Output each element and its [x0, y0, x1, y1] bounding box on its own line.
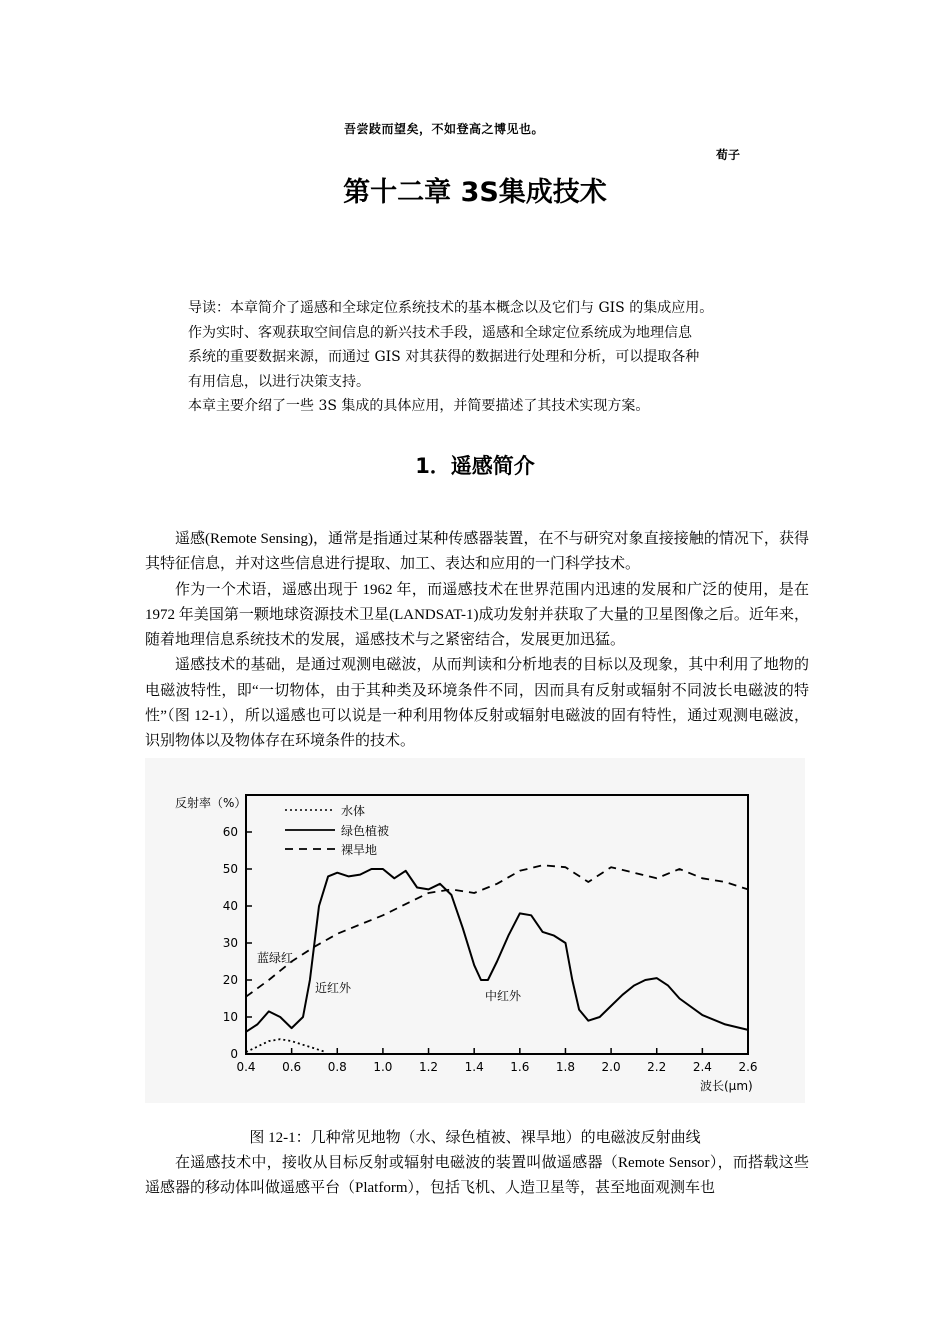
annotation-near-infrared: 近红外	[315, 981, 352, 995]
x-tick-label: 2.2	[647, 1060, 667, 1074]
plot-frame	[246, 795, 748, 1054]
y-tick-label: 50	[222, 862, 238, 876]
y-tick-label: 10	[222, 1010, 238, 1024]
intro-line: 有用信息，以进行决策支持。	[188, 373, 370, 390]
y-tick-label: 40	[222, 899, 238, 913]
series-bare-soil	[246, 865, 748, 996]
x-tick-label: 2.0	[601, 1060, 621, 1074]
body-paragraph-after	[145, 1151, 809, 1202]
paragraph: 作为一个术语，遥感出现于 1962 年，而遥感技术在世界范围内迅速的发展和广泛的使用，是在 1972 年美国第一颗地球资源技术卫星(LANDSAT-1)成功发射并获取了大量的卫星图像之后。近年来，随着地理信息系统技术的发展，遥感技术与之紧密结合，发展更加迅猛。	[145, 581, 809, 649]
paragraph: 在遥感技术中，接收从目标反射或辐射电磁波的装置叫做遥感器（Remote Sensor），而搭载这些遥感器的移动体叫做遥感平台（Platform），包括飞机、人造卫星等，甚至地面观测车也	[145, 1155, 809, 1197]
intro-line: 系统的重要数据来源，而通过 GIS 对其获得的数据进行处理和分析，可以提取各种	[188, 349, 700, 366]
epigraph-author: 荀子	[716, 148, 741, 162]
y-tick-label: 20	[222, 973, 238, 987]
intro-line: 作为实时、客观获取空间信息的新兴技术手段，遥感和全球定位系统成为地理信息	[188, 324, 692, 341]
x-tick-label: 1.6	[510, 1060, 530, 1074]
x-tick-label: 1.2	[418, 1060, 439, 1074]
x-tick-label: 1.8	[555, 1060, 576, 1074]
legend-label-bare-soil: 裸旱地	[341, 843, 378, 857]
series-vegetation	[246, 869, 748, 1032]
body-paragraphs	[145, 527, 809, 755]
x-tick-label: 2.4	[692, 1060, 712, 1074]
y-tick-label: 30	[222, 936, 238, 950]
annotation-visible: 蓝绿红	[257, 951, 294, 965]
x-tick-label: 0.8	[327, 1060, 347, 1074]
section-title: 1．遥感简介	[415, 454, 535, 478]
x-tick-label: 0.6	[282, 1060, 302, 1074]
x-tick-label: 2.6	[738, 1060, 758, 1074]
x-tick-label: 1.4	[464, 1060, 484, 1074]
reflectance-figure	[145, 758, 805, 1103]
x-tick-label: 0.4	[236, 1060, 256, 1074]
x-tick-label: 1.0	[373, 1060, 393, 1074]
y-tick-label: 0	[230, 1047, 238, 1061]
legend-label-water: 水体	[341, 804, 366, 818]
intro-line: 本章主要介绍了一些 3S 集成的具体应用，并简要描述了其技术实现方案。	[188, 398, 650, 415]
figure-caption: 图 12-1：几种常见地物（水、绿色植被、裸旱地）的电磁波反射曲线	[249, 1130, 701, 1146]
legend-label-vegetation: 绿色植被	[341, 824, 390, 838]
chapter-title: 第十二章 3S集成技术	[343, 177, 607, 208]
y-axis-label: 反射率（%）	[175, 796, 247, 810]
legend	[285, 803, 389, 857]
paragraph: 遥感(Remote Sensing)，通常是指通过某种传感器装置，在不与研究对象直接接触的情况下，获得其特征信息，并对这些信息进行提取、加工、表达和应用的一门科学技术。	[145, 531, 809, 573]
reflectance-chart	[145, 758, 805, 1103]
intro-block	[188, 296, 828, 419]
paragraph: 遥感技术的基础，是通过观测电磁波，从而判读和分析地表的目标以及现象，其中利用了地物的电磁波特性，即“一切物体，由于其种类及环境条件不同，因而具有反射或辐射不同波长电磁波的特性”（图 12-1），所以遥感也可以说是一种利用物体反射或辐射电磁波的固有特性，通过观测电磁波，识别物体以及物体存在环境条件的技术。	[145, 657, 809, 750]
epigraph-quote: 吾尝跂而望矣，不如登高之博见也。	[344, 122, 545, 136]
series-water	[246, 1039, 326, 1052]
intro-line: 导读：本章简介了遥感和全球定位系统技术的基本概念以及它们与 GIS 的集成应用。	[188, 300, 714, 316]
y-tick-label: 60	[222, 825, 238, 839]
x-axis-label: 波长(μm)	[700, 1079, 753, 1093]
annotation-mid-infrared: 中红外	[485, 989, 522, 1003]
